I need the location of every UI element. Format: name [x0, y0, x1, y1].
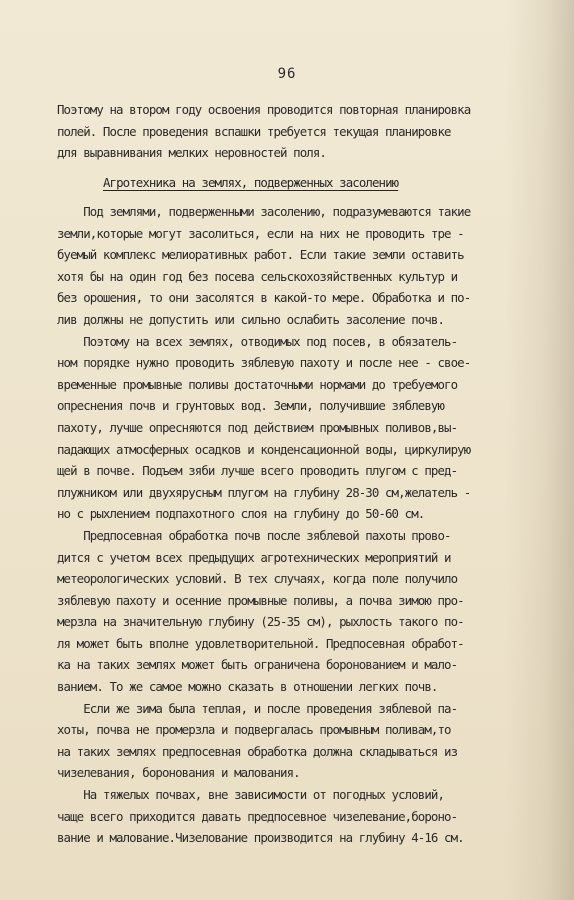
body-text — [57, 201, 527, 849]
text-line: плужником или двухярусным плугом на глубину 28-30 см,желатель - — [57, 484, 471, 500]
text-line: мерзла на значительную глубину (25-35 см), рыхлость такого по- — [57, 614, 464, 630]
text-line: На тяжелых почвах, вне зависимости от погодных условий, — [57, 787, 445, 803]
text-line: полей. После проведения вспашки требуется текущая планировке — [57, 123, 451, 139]
text-line: зяблевую пахоту и осенние промывные поливы, а почва зимою про- — [57, 592, 464, 608]
text-line: опреснения почв и грунтовых вод. Земли, получившие зяблевую — [57, 398, 445, 414]
text-line: но с рыхлением подпахотного слоя на глубину до 50-60 см. — [57, 506, 425, 522]
text-line: для выравнивания мелких неровностей поля. — [57, 145, 326, 161]
text-line: буемый комплекс мелиоративных работ. Если такие земли оставить — [57, 247, 464, 263]
text-line: дится с учетом всех предыдущих агротехнических мероприятий и — [57, 549, 451, 565]
text-line: Предпосевная обработка почв после зяблевой пахоты прово- — [57, 527, 451, 543]
text-line: без орошения, то они засолятся в какой-то мере. Обработка и по- — [57, 290, 471, 306]
text-line: ля может быть вполне удовлетворительной. Предпосевная обработ- — [57, 635, 464, 651]
section-heading: Агротехника на землях, подверженных засолению — [103, 175, 399, 190]
text-line: Если же зима была теплая, и после проведения зяблевой па- — [57, 700, 458, 716]
text-line: пахоту, лучше опресняются под действием промывных поливов,вы- — [57, 419, 458, 435]
text-line: чизелевания, боронования и малования. — [57, 765, 300, 781]
text-line: лив должны не допустить или сильно ослабить засоление почв. — [57, 311, 445, 327]
text-line: Поэтому на втором году освоения проводится повторная планировка — [57, 102, 471, 117]
text-line: ка на таких землях может быть ограничена боронованием и мало- — [57, 657, 458, 673]
page-number: 96 — [277, 66, 297, 82]
text-line: на таких землях предпосевная обработка должна складываться из — [57, 743, 458, 759]
text-line: чаще всего приходится давать предпосевное чизелевание,бороно- — [57, 808, 458, 824]
intro-paragraph — [57, 99, 527, 164]
text-line: ванием. То же самое можно сказать в отношении легких почв. — [57, 679, 438, 695]
text-line: Под землями, подверженными засолению, подразумеваются такие — [57, 204, 471, 219]
text-line: хотя бы на один год без посева сельскохозяйственных культур и — [57, 268, 458, 284]
text-line: Поэтому на всех землях, отводимых под посев, в обязатель- — [57, 333, 458, 349]
text-line: ном порядке нужно проводить зяблевую пахоту и после нее - свое- — [57, 355, 471, 371]
text-line: метеорологических условий. В тех случаях, когда поле получило — [57, 571, 458, 587]
text-line: щей в почве. Подъем зяби лучше всего проводить плугом с пред- — [57, 463, 458, 479]
text-line: временные промывные поливы достаточными нормами до требуемого — [57, 376, 458, 392]
text-line: падающих атмосферных осадков и конденсационной воды, циркулирую — [57, 441, 471, 457]
text-line: вание и малование.Чизелование производится на глубину 4-16 см. — [57, 830, 464, 846]
text-line: хоты, почва не промерзла и подвергалась промывным поливам,то — [57, 722, 451, 738]
text-line: земли,которые могут засолиться, если на них не проводить тре - — [57, 225, 464, 241]
